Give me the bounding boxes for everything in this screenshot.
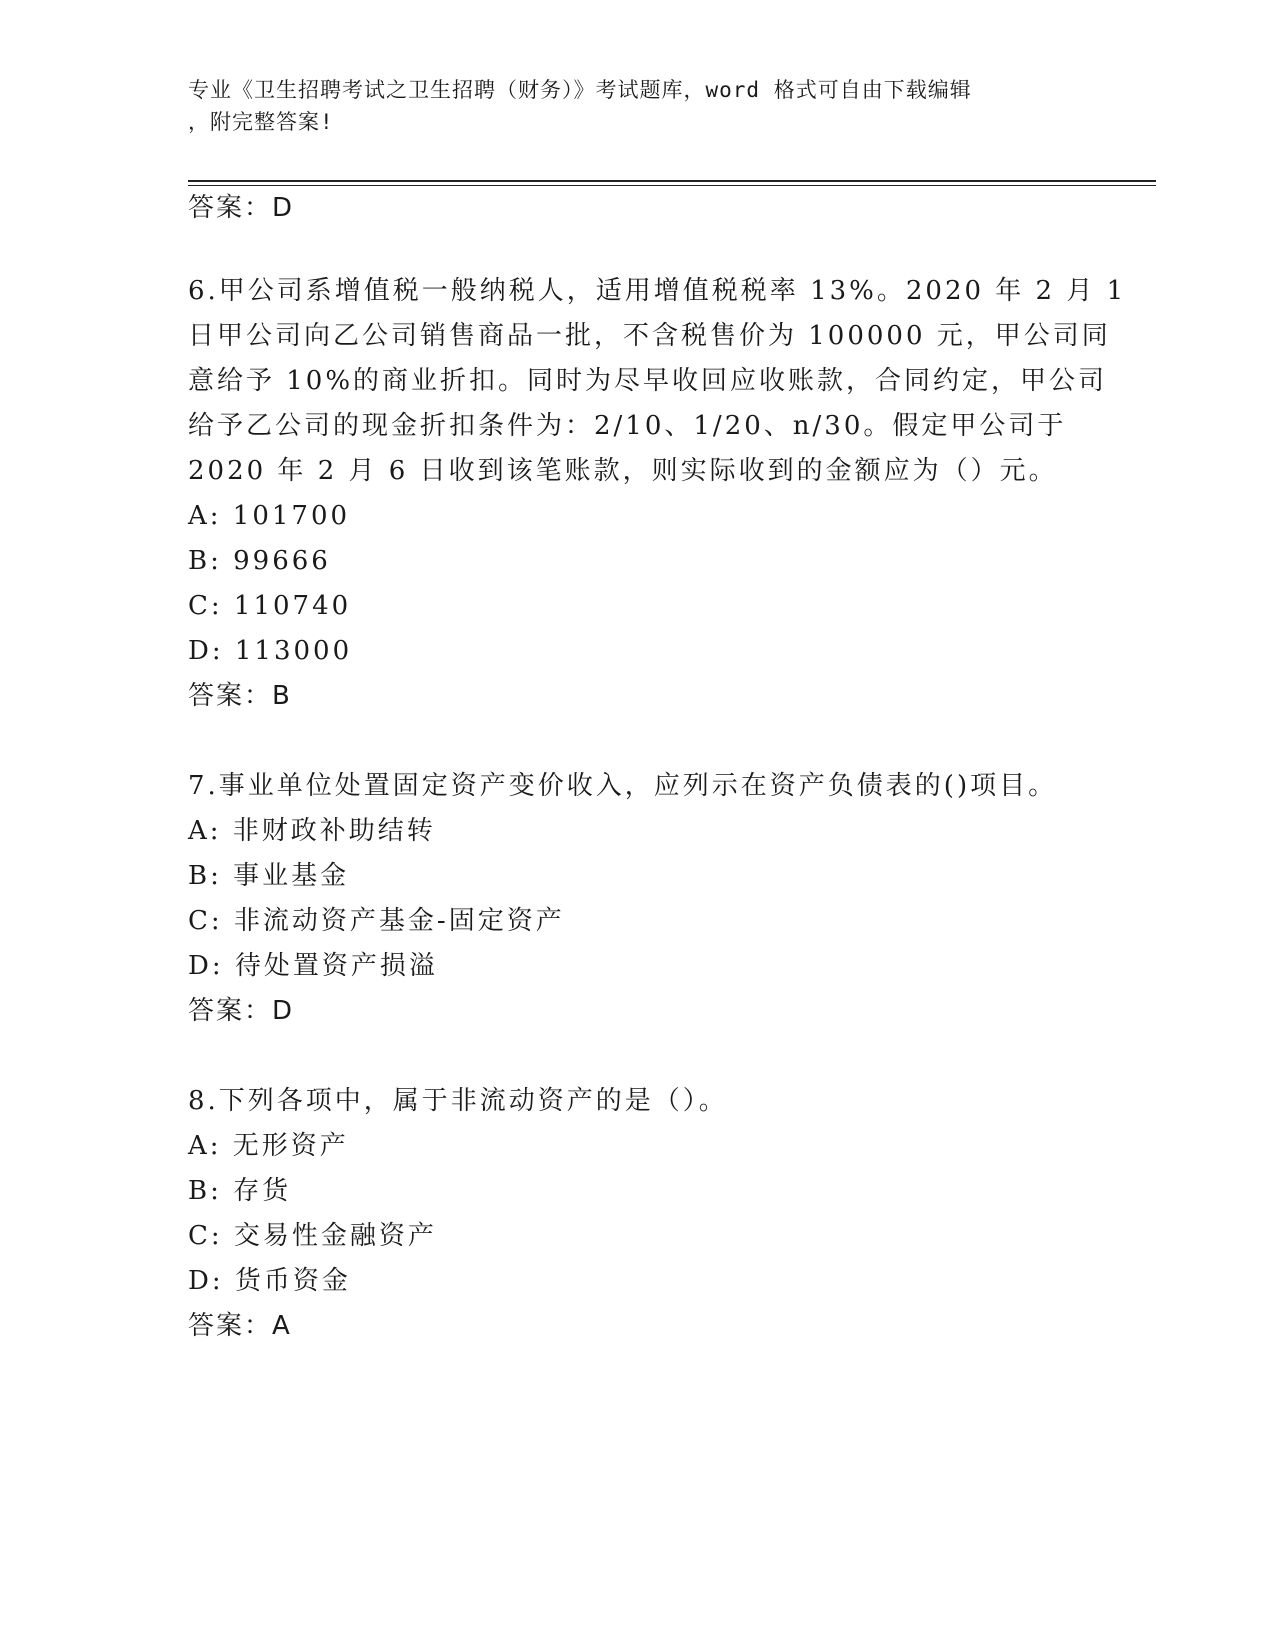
- question-8-option-b: B: 存货: [188, 1176, 292, 1206]
- question-8-option-c: C: 交易性金融资产: [188, 1221, 437, 1251]
- question-7-option-c: C: 非流动资产基金-固定资产: [188, 906, 565, 936]
- question-8-option-d: D: 货币资金: [188, 1266, 351, 1296]
- document-header: [188, 74, 1088, 138]
- question-7-option-d: D: 待处置资产损溢: [188, 951, 438, 981]
- question-6-option-d: D: 113000: [188, 636, 353, 666]
- previous-answer: 答案：D: [188, 193, 295, 223]
- question-7-line-1: 7.事业单位处置固定资产变价收入，应列示在资产负债表的()项目。: [188, 771, 1058, 801]
- question-7-answer: 答案：D: [188, 996, 295, 1026]
- question-6-line-5: 2020 年 2 月 6 日收到该笔账款，则实际收到的金额应为（）元。: [188, 456, 1058, 486]
- question-6-option-a: A: 101700: [188, 501, 351, 531]
- question-6-option-b: B: 99666: [188, 546, 331, 576]
- question-8-line-1: 8.下列各项中，属于非流动资产的是（）。: [188, 1086, 728, 1116]
- header-line-2: ，附完整答案!: [188, 110, 334, 134]
- question-6-option-c: C: 110740: [188, 591, 352, 621]
- header-rule-thick: [188, 180, 1156, 182]
- question-6-line-2: 日甲公司向乙公司销售商品一批，不含税售价为 100000 元，甲公司同: [188, 321, 1111, 351]
- question-7-option-b: B: 事业基金: [188, 861, 350, 891]
- header-rule-thin: [188, 185, 1156, 186]
- question-8-answer: 答案：A: [188, 1311, 292, 1341]
- question-6-line-4: 给予乙公司的现金折扣条件为：2/10、1/20、n/30。假定甲公司于: [188, 411, 1067, 441]
- question-6-answer: 答案：B: [188, 681, 292, 711]
- question-6-line-1: 6.甲公司系增值税一般纳税人，适用增值税税率 13%。2020 年 2 月 1: [188, 276, 1127, 306]
- question-8-option-a: A: 无形资产: [188, 1131, 349, 1161]
- header-line-1: 专业《卫生招聘考试之卫生招聘（财务）》考试题库，word 格式可自由下载编辑: [188, 78, 972, 102]
- question-7-option-a: A: 非财政补助结转: [188, 816, 436, 846]
- question-6-line-3: 意给予 10%的商业折扣。同时为尽早收回应收账款，合同约定，甲公司: [188, 366, 1108, 396]
